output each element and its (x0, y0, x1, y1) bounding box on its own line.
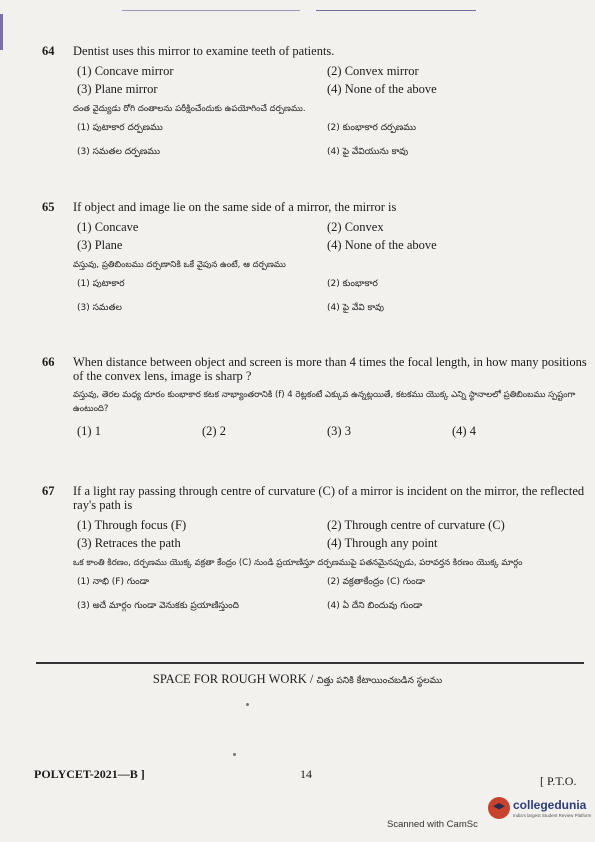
options (77, 62, 587, 98)
divider-rule (36, 662, 584, 664)
rough-work-telugu: చిత్తు పనికి కేటాయించబడిన స్థలము (316, 676, 443, 686)
telugu-options (77, 116, 587, 164)
telugu-question-text: వస్తువు, తెరల మధ్య దూరం కుంభాకార కటక నాభ్యాంతరానికి (f) 4 రెట్లకంటే ఎక్కువ ఉన్నట్లయితే, కటకము యొక్క ఎన్ని స్థానాలలో ప్రతిబింబము స్పష్టంగా ఉంటుంది? (73, 390, 576, 414)
question-64 (42, 44, 587, 164)
option: (2) Through centre of curvature (C) (327, 518, 505, 532)
option: (3) 3 (327, 424, 351, 438)
question-number: 65 (42, 200, 55, 214)
telugu-option: (3) అదే మార్గం గుండా వెనుకకు ప్రయాణిస్తుంది (77, 601, 240, 611)
option: (4) None of the above (327, 82, 437, 96)
telugu-option: (1) నాభి (F) గుండా (77, 577, 149, 587)
options (77, 516, 587, 552)
option: (4) 4 (452, 424, 476, 438)
telugu-question-text: ఒక కాంతి కిరణం, దర్పణము యొక్క వక్రతా కేంద్రం (C) నుండి ప్రయాణిస్తూ దర్పణముపై పతనమైనప్పుడు, పరావర్తన కిరణం యొక్క మార్గం (73, 558, 523, 568)
telugu-option: (4) పై వేవియును కావు (327, 147, 409, 157)
telugu-options (77, 570, 587, 618)
question-text: If object and image lie on the same side of a mirror, the mirror is (73, 200, 397, 214)
logo-tagline: India's largest Student Review Platform (513, 813, 592, 818)
telugu-option: (3) సమతల దర్పణము (77, 147, 160, 157)
question-65 (42, 200, 587, 320)
option: (4) None of the above (327, 238, 437, 252)
telugu-option: (2) కుంభాకార (327, 279, 378, 289)
option: (2) Convex (327, 220, 384, 234)
speck (246, 703, 249, 706)
question-number: 64 (42, 44, 55, 58)
telugu-option: (4) పై వేవి కావు (327, 303, 385, 313)
question-text: If a light ray passing through centre of curvature (C) of a mirror is incident on the mirror, the reflected ray's path is (73, 484, 585, 512)
options (77, 422, 587, 440)
option: (2) 2 (202, 424, 226, 438)
graduation-cap-icon (488, 797, 510, 819)
question-number: 67 (42, 484, 55, 498)
pto-label: [ P.T.O. (540, 774, 577, 788)
top-edge-line (316, 10, 476, 11)
question-67 (42, 484, 587, 618)
option: (3) Plane (77, 238, 123, 252)
telugu-question-text: వస్తువు, ప్రతిబింబము దర్పణానికి ఒకే వైపున ఉంటే, ఆ దర్పణము (73, 260, 286, 270)
question-66 (42, 355, 587, 440)
telugu-option: (2) వక్రతాకేంద్రం (C) గుండా (327, 577, 425, 587)
option: (2) Convex mirror (327, 64, 419, 78)
scan-watermark: Scanned with CamSc (387, 819, 478, 830)
option: (1) Concave mirror (77, 64, 174, 78)
option: (4) Through any point (327, 536, 438, 550)
rough-work-english: SPACE FOR ROUGH WORK / (152, 672, 314, 686)
logo-brand: collegedunia (513, 798, 587, 812)
options (77, 218, 587, 254)
question-text: When distance between object and screen is more than 4 times the focal length, in how many positions of the convex lens, image is sharp ? (73, 355, 587, 383)
telugu-question-text: దంత వైద్యుడు రోగి దంతాలను పరీక్షించేందుకు ఉపయోగించే దర్పణము. (73, 104, 306, 114)
top-edge-line (122, 10, 300, 11)
option: (1) Concave (77, 220, 139, 234)
telugu-option: (4) ఏ దేని బిందువు గుండా (327, 601, 423, 611)
telugu-options (77, 272, 587, 320)
telugu-option: (1) పుటాకార (77, 279, 125, 289)
rough-work-label (0, 672, 595, 688)
telugu-option: (3) సమతల (77, 303, 122, 313)
question-number: 66 (42, 355, 55, 369)
option: (3) Plane mirror (77, 82, 158, 96)
page-number: 14 (300, 767, 312, 781)
question-text: Dentist uses this mirror to examine teeth of patients. (73, 44, 335, 58)
exam-code: POLYCET-2021—B ] (34, 767, 145, 781)
option: (1) Through focus (F) (77, 518, 187, 532)
option: (1) 1 (77, 424, 101, 438)
left-edge-mark (0, 14, 3, 50)
telugu-option: (2) కుంభాకార దర్పణము (327, 123, 416, 133)
speck (233, 753, 236, 756)
telugu-option: (1) పుటాకార దర్పణము (77, 123, 163, 133)
option: (3) Retraces the path (77, 536, 181, 550)
